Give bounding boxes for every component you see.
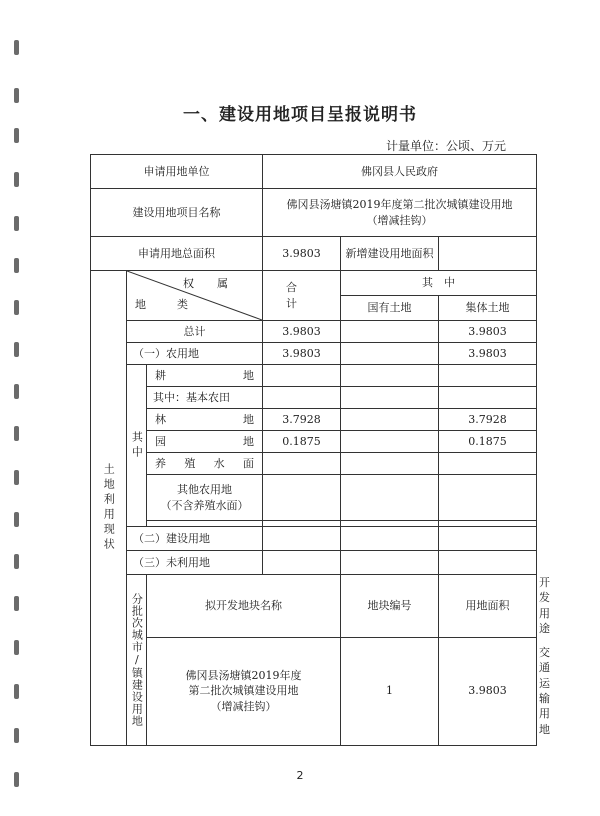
row-forest-state [341, 409, 439, 431]
row-other-agricultural-sum [263, 475, 341, 521]
batch-row-id: 1 [341, 637, 439, 745]
batch-row-name-line3: （增减挂钩） [210, 699, 277, 713]
new-area-label: 新增建设用地面积 [341, 237, 439, 271]
binder-hole [14, 596, 19, 611]
land-status-section-label [91, 271, 127, 746]
row-garden-label: 园 地 [147, 431, 263, 453]
sum-header-text: 合 计 [286, 281, 349, 310]
batch-header-row: 分批次城市/镇建设用地 拟开发地块名称 地块编号 用地面积 开发用途 [91, 575, 537, 638]
binder-hole [14, 300, 19, 315]
row-unused-collective [439, 551, 537, 575]
batch-col-id: 地块编号 [341, 575, 439, 638]
binder-hole [14, 640, 19, 655]
binder-hole [14, 554, 19, 569]
page-number: 2 [296, 769, 304, 782]
binder-hole [14, 342, 19, 357]
applicant-row [91, 155, 537, 189]
batch-side-text: 分批次城市/镇建设用地 [130, 592, 144, 727]
binder-hole [14, 728, 19, 743]
row-agricultural [91, 343, 537, 365]
row-cultivated-sum [263, 365, 341, 387]
row-other-agricultural-state [341, 475, 439, 521]
project-value-line2: （增减挂钩） [366, 213, 433, 227]
row-construction [91, 527, 537, 551]
binder-hole [14, 470, 19, 485]
row-aquaculture [91, 453, 537, 475]
of-which-side-label [127, 365, 147, 527]
row-construction-state [341, 527, 439, 551]
state-land-header: 国有土地 [341, 296, 439, 321]
category-label: 地 类 [135, 297, 198, 311]
row-total-state [341, 321, 439, 343]
batch-row-name-line2: 第二批次城镇建设用地 [188, 684, 299, 698]
batch-row-area: 3.9803 [439, 637, 537, 745]
row-aquaculture-collective [439, 453, 537, 475]
ownership-category-header [127, 271, 263, 321]
project-name-row [91, 189, 537, 237]
row-basic-farmland-state [341, 387, 439, 409]
row-basic-farmland-collective [439, 387, 537, 409]
row-total-label: 总计 [127, 321, 263, 343]
applicant-label: 申请用地单位 [91, 155, 263, 189]
batch-row-name [147, 637, 341, 745]
row-unused-state [341, 551, 439, 575]
ownership-label: 权 属 [183, 277, 235, 290]
collective-land-header: 集体土地 [439, 296, 537, 321]
binder-hole [14, 426, 19, 441]
row-total-collective: 3.9803 [439, 321, 537, 343]
row-forest-sum: 3.7928 [263, 409, 341, 431]
project-value-line1: 佛冈县汤塘镇2019年度第二批次城镇建设用地 [286, 198, 513, 212]
binder-hole [14, 172, 19, 187]
batch-col-area: 用地面积 [439, 575, 537, 638]
row-aquaculture-sum [263, 453, 341, 475]
row-forest-collective: 3.7928 [439, 409, 537, 431]
batch-row-name-line1: 佛冈县汤塘镇2019年度 [185, 668, 302, 682]
binder-hole [14, 258, 19, 273]
row-total [91, 321, 537, 343]
binder-hole [14, 216, 19, 231]
row-cultivated-state [341, 365, 439, 387]
document-title: 一、建设用地项目呈报说明书 [183, 105, 417, 125]
row-construction-collective [439, 527, 537, 551]
row-garden-sum: 0.1875 [263, 431, 341, 453]
of-which-side-text: 其中 [130, 430, 144, 461]
row-agricultural-state [341, 343, 439, 365]
row-construction-sum [263, 527, 341, 551]
row-basic-farmland-label: 其中：基本农田 [147, 387, 263, 409]
row-basic-farmland-sum [263, 387, 341, 409]
project-label: 建设用地项目名称 [91, 189, 263, 237]
row-forest [91, 409, 537, 431]
row-forest-label: 林 地 [147, 409, 263, 431]
total-area-row [91, 237, 537, 271]
of-which-header: 其 中 [341, 271, 537, 296]
row-other-agricultural-collective [439, 475, 537, 521]
row-agricultural-label: （一）农用地 [127, 343, 263, 365]
row-other-agricultural-label [147, 475, 263, 521]
total-area-label: 申请用地总面积 [91, 237, 263, 271]
other-agri-line2: （不含养殖水面） [160, 498, 249, 512]
land-status-header-row1 [91, 271, 537, 296]
binder-hole [14, 512, 19, 527]
binder-hole [14, 40, 19, 55]
binder-hole [14, 128, 19, 143]
unit-note: 计量单位：公顷、万元 [385, 139, 506, 153]
row-unused [91, 551, 537, 575]
row-cultivated-collective [439, 365, 537, 387]
project-table [90, 154, 551, 746]
project-value [263, 189, 537, 237]
row-cultivated [91, 365, 537, 387]
row-garden-state [341, 431, 439, 453]
batch-data-row: 佛冈县汤塘镇2019年度 第二批次城镇建设用地 （增减挂钩） 1 3.9803 交通运输用地 [91, 637, 537, 745]
row-agricultural-collective: 3.9803 [439, 343, 537, 365]
row-cultivated-label: 耕 地 [147, 365, 263, 387]
sum-header [263, 271, 349, 321]
land-status-section-text: 土地利用现状 [102, 462, 116, 553]
other-agri-line1: 其他农用地 [177, 483, 233, 497]
row-unused-label: （三）未利用地 [127, 551, 263, 575]
row-basic-farmland [91, 387, 537, 409]
row-agricultural-sum: 3.9803 [263, 343, 341, 365]
row-aquaculture-state [341, 453, 439, 475]
row-total-sum: 3.9803 [263, 321, 341, 343]
batch-col-name: 拟开发地块名称 [147, 575, 341, 638]
new-area-value [439, 237, 537, 271]
row-other-agricultural [91, 475, 537, 521]
binder-hole [14, 684, 19, 699]
batch-side-label [127, 575, 147, 746]
row-garden [91, 431, 537, 453]
binder-hole [14, 384, 19, 399]
row-construction-label: （二）建设用地 [127, 527, 263, 551]
row-aquaculture-label: 养 殖 水 面 [147, 453, 263, 475]
row-unused-sum [263, 551, 341, 575]
applicant-value: 佛冈县人民政府 [263, 155, 537, 189]
row-garden-collective: 0.1875 [439, 431, 537, 453]
total-area-value: 3.9803 [263, 237, 341, 271]
